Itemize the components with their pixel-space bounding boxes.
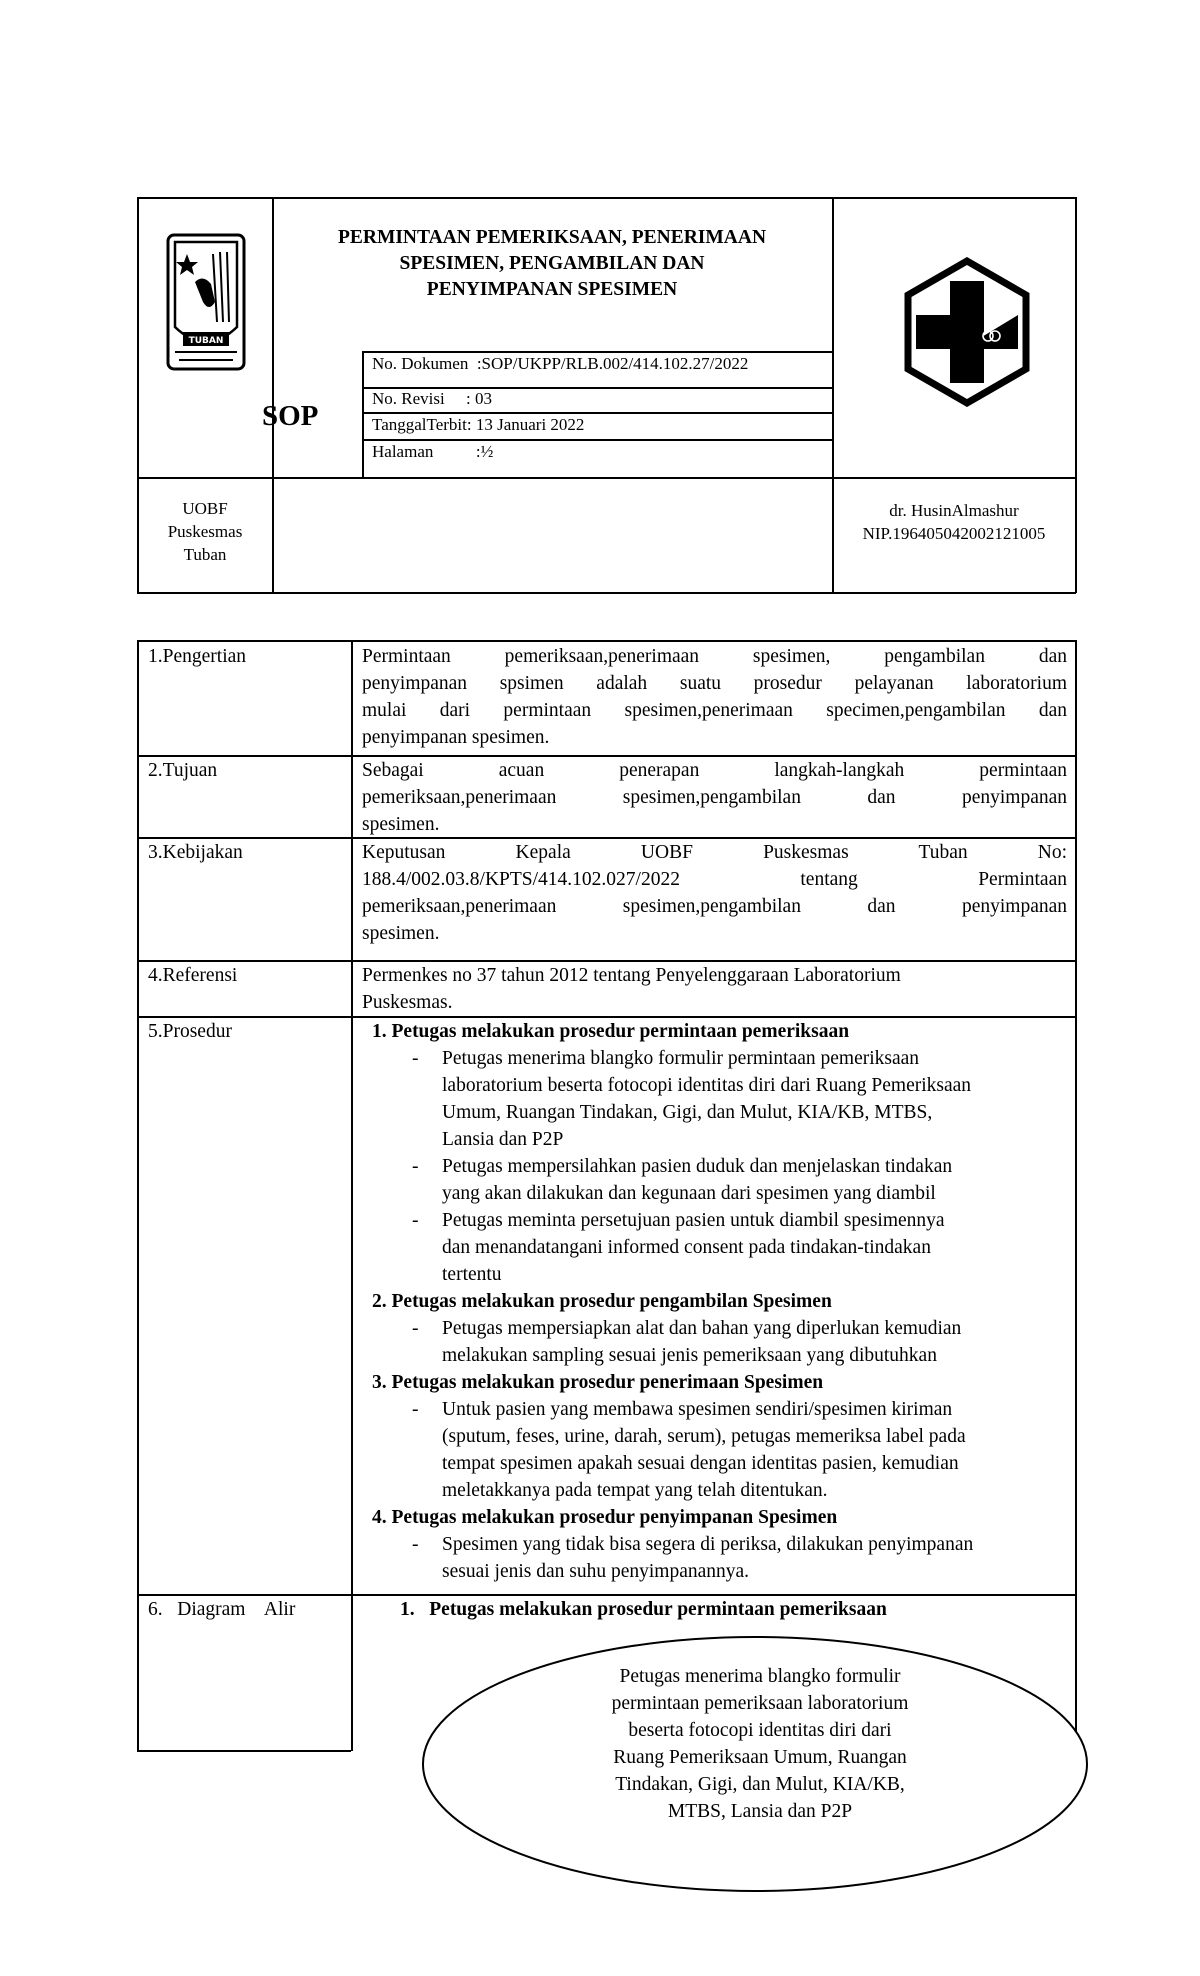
- signer-block: [832, 499, 1076, 545]
- procedure-item: - Untuk pasien yang membawa spesimen sendiri/spesimen kiriman (sputum, feses, urine, darah, serum), petugas memeriksa label pada tempat spesimen apakah sesuai dengan identitas pasien, kemudian meletakkanya pada tempat yang telah ditentukan.: [362, 1396, 1067, 1504]
- section-label-referensi: 4.Referensi: [148, 965, 238, 986]
- section-label-pengertian: 1.Pengertian: [148, 646, 247, 667]
- section-text-prosedur: [362, 1018, 1067, 1585]
- diagram-step-title: 1. Petugas melakukan prosedur permintaan pemeriksaan: [400, 1599, 887, 1620]
- signer-name: dr. HusinAlmashur: [889, 501, 1019, 520]
- publish-date: TanggalTerbit: 13 Januari 2022: [372, 415, 585, 434]
- section-text-tujuan: Sebagai acuan penerapan langkah-langkah permintaan pemeriksaan,penerimaan spesimen,pengambilan dan penyimpanan spesimen.: [362, 760, 1067, 835]
- tuban-emblem-text: TUBAN: [188, 336, 224, 346]
- tuban-emblem-logo: [165, 232, 247, 377]
- sop-content-table: [137, 640, 1076, 1751]
- procedure-item: - Petugas meminta persetujuan pasien untuk diambil spesimennya dan menandatangani informed consent pada tindakan-tindakan tertentu: [362, 1207, 1067, 1288]
- flowchart-ellipse-text: Petugas menerima blangko formulir permintaan pemeriksaan laboratorium beserta fotocopi identitas diri dari Ruang Pemeriksaan Umum, Ruangan Tindakan, Gigi, dan Mulut, KIA/KB, MTBS, Lansia dan P2P: [611, 1666, 909, 1822]
- section-text-kebijakan: Keputusan Kepala UOBF Puskesmas Tuban No: 188.4/002.03.8/KPTS/414.102.027/2022 tentang Permintaan pemeriksaan,penerimaan spesimen,pengambilan dan penyimpanan spesimen.: [362, 842, 1067, 944]
- document-number: No. Dokumen :SOP/UKPP/RLB.002/414.102.27/2022: [372, 354, 749, 373]
- kemenkes-logo: [902, 257, 1032, 412]
- procedure-item: - Petugas menerima blangko formulir permintaan pemeriksaan laboratorium beserta fotocopi identitas diri dari Ruang Pemeriksaan Umum, Ruangan Tindakan, Gigi, dan Mulut, KIA/KB, MTBS, Lansia dan P2P: [362, 1045, 1067, 1153]
- section-label-tujuan: 2.Tujuan: [148, 760, 218, 781]
- document-title: PERMINTAAN PEMERIKSAAN, PENERIMAAN SPESIMEN, PENGAMBILAN DAN PENYIMPANAN SPESIMEN: [337, 227, 767, 300]
- section-label-prosedur: 5.Prosedur: [148, 1021, 232, 1042]
- procedure-item: - Spesimen yang tidak bisa segera di periksa, dilakukan penyimpanan sesuai jenis dan suhu penyimpanannya.: [362, 1531, 1067, 1585]
- procedure-item: - Petugas mempersiapkan alat dan bahan yang diperlukan kemudian melakukan sampling sesuai jenis pemeriksaan yang dibutuhkan: [362, 1315, 1067, 1369]
- section-label-diagram: 6. Diagram Alir: [148, 1599, 296, 1620]
- organization-name: UOBF Puskesmas Tuban: [167, 499, 243, 564]
- section-text-referensi: Permenkes no 37 tahun 2012 tentang Penyelenggaraan Laboratorium Puskesmas.: [362, 965, 901, 1013]
- procedure-step-title: 4. Petugas melakukan prosedur penyimpanan Spesimen: [372, 1507, 838, 1528]
- section-text-pengertian: Permintaan pemeriksaan,penerimaan spesimen, pengambilan dan penyimpanan spsimen adalah suatu prosedur pelayanan laboratorium mulai dari permintaan spesimen,penerimaan specimen,pengambilan dan penyimpanan spesimen.: [362, 646, 1067, 748]
- procedure-item: - Petugas mempersilahkan pasien duduk dan menjelaskan tindakan yang akan dilakukan dan kegunaan dari spesimen yang diambil: [362, 1153, 1067, 1207]
- signer-nip: NIP.196405042002121005: [862, 524, 1046, 543]
- page-number: Halaman :½: [372, 442, 494, 461]
- sop-label: SOP: [262, 400, 319, 432]
- procedure-step-title: 1. Petugas melakukan prosedur permintaan pemeriksaan: [372, 1021, 850, 1042]
- revision-number: No. Revisi : 03: [372, 389, 492, 408]
- procedure-step-title: 2. Petugas melakukan prosedur pengambilan Spesimen: [372, 1291, 832, 1312]
- document-header: [137, 197, 1076, 593]
- procedure-step-title: 3. Petugas melakukan prosedur penerimaan Spesimen: [372, 1372, 824, 1393]
- section-label-kebijakan: 3.Kebijakan: [148, 842, 243, 863]
